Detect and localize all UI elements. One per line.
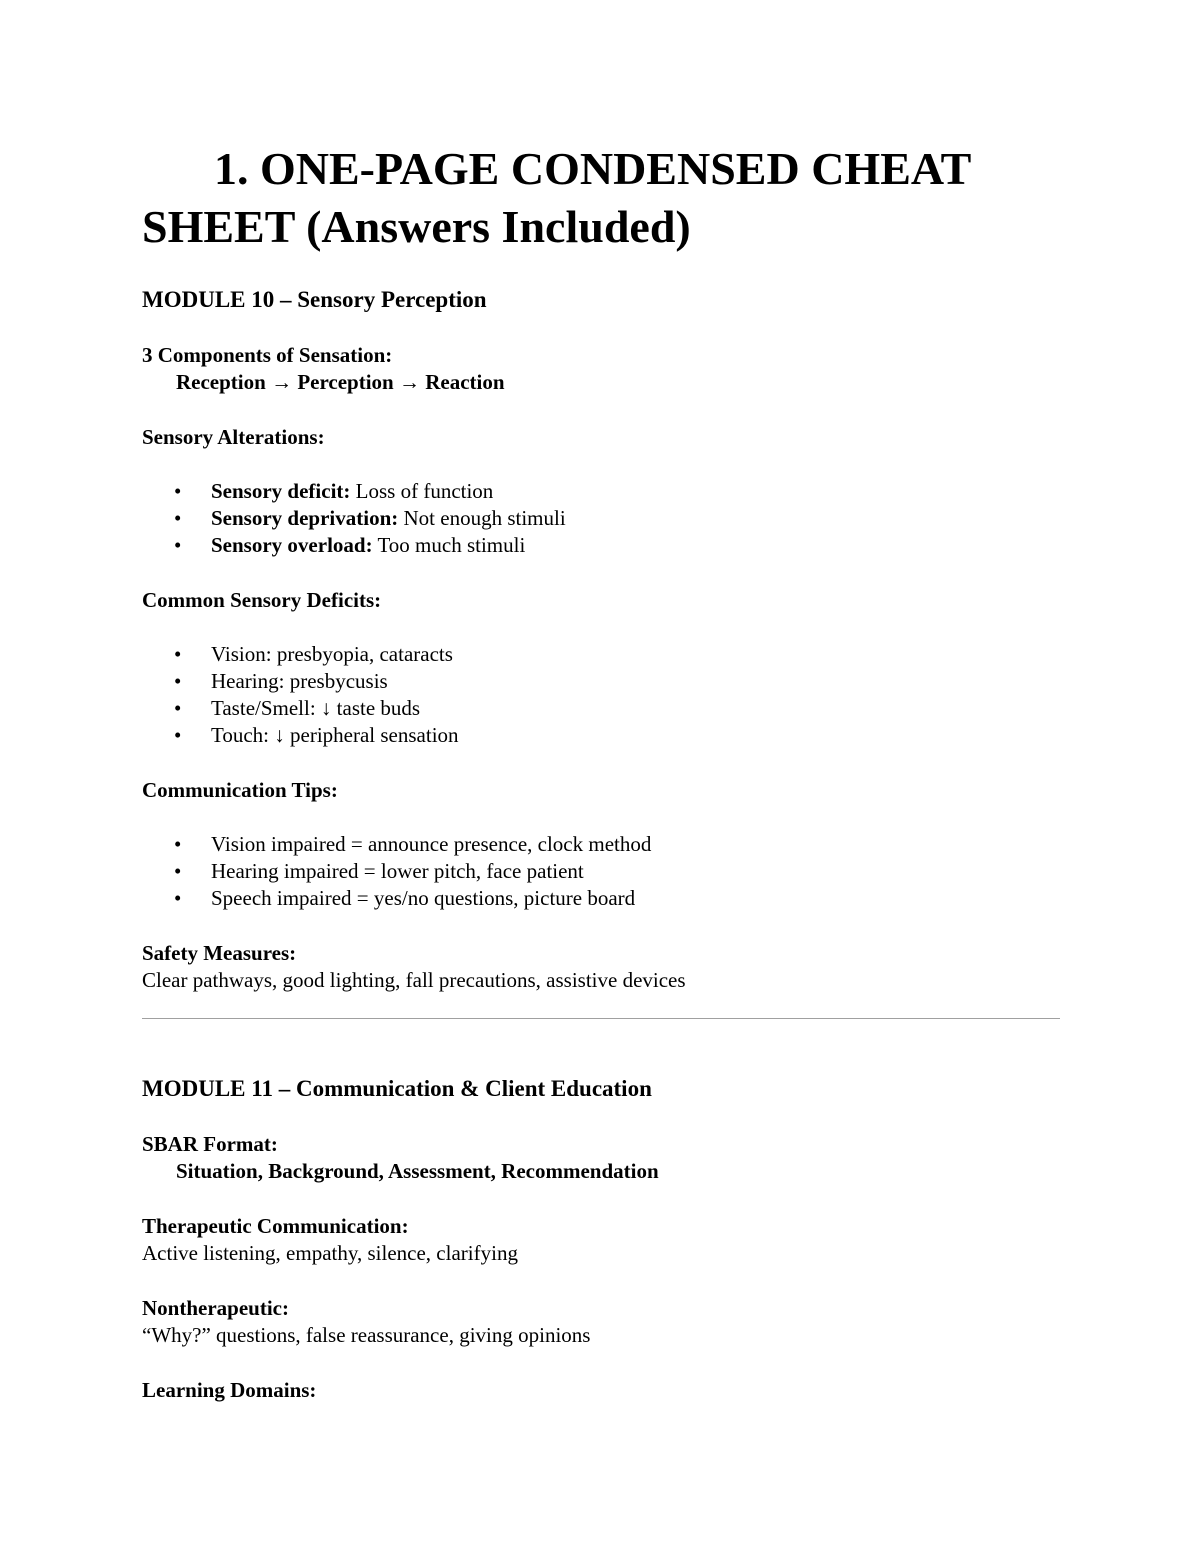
module-11-section bbox=[142, 1075, 1060, 1404]
module-10-heading: MODULE 10 – Sensory Perception bbox=[142, 287, 487, 312]
sbar-label: SBAR Format: bbox=[142, 1132, 278, 1156]
list-item: • Taste/Smell: ↓ taste buds bbox=[142, 695, 1060, 722]
components-value: Reception → Perception → Reaction bbox=[176, 370, 505, 394]
alteration-term: Sensory deficit: bbox=[211, 479, 351, 503]
page-title: 1. ONE-PAGE CONDENSED CHEAT SHEET (Answers Included) bbox=[142, 143, 971, 252]
alteration-desc: Loss of function bbox=[350, 479, 494, 503]
nontherapeutic-label: Nontherapeutic: bbox=[142, 1296, 289, 1320]
tips-list bbox=[142, 831, 1060, 912]
tips-label: Communication Tips: bbox=[142, 778, 338, 802]
list-item: • Hearing: presbycusis bbox=[142, 668, 1060, 695]
alteration-desc: Not enough stimuli bbox=[398, 506, 566, 530]
deficits-list bbox=[142, 641, 1060, 749]
module-11-heading: MODULE 11 – Communication & Client Education bbox=[142, 1076, 652, 1101]
learning-domains-label: Learning Domains: bbox=[142, 1378, 317, 1402]
list-item bbox=[142, 505, 1060, 532]
alterations-list bbox=[142, 478, 1060, 559]
nontherapeutic-value: “Why?” questions, false reassurance, giving opinions bbox=[142, 1323, 591, 1347]
safety-value: Clear pathways, good lighting, fall precautions, assistive devices bbox=[142, 968, 686, 992]
list-item bbox=[142, 478, 1060, 505]
alteration-desc: Too much stimuli bbox=[372, 533, 526, 557]
list-item bbox=[142, 532, 1060, 559]
sbar-value: Situation, Background, Assessment, Recommendation bbox=[176, 1159, 659, 1183]
alteration-term: Sensory overload: bbox=[211, 533, 373, 557]
alterations-label: Sensory Alterations: bbox=[142, 425, 325, 449]
deficits-label: Common Sensory Deficits: bbox=[142, 588, 382, 612]
document-page bbox=[142, 140, 1060, 1404]
list-item: • Speech impaired = yes/no questions, picture board bbox=[142, 885, 1060, 912]
list-item: • Touch: ↓ peripheral sensation bbox=[142, 722, 1060, 749]
list-item: • Vision: presbyopia, cataracts bbox=[142, 641, 1060, 668]
module-10-section bbox=[142, 286, 1060, 994]
therapeutic-label: Therapeutic Communication: bbox=[142, 1214, 409, 1238]
list-item: • Hearing impaired = lower pitch, face patient bbox=[142, 858, 1060, 885]
safety-label: Safety Measures: bbox=[142, 941, 297, 965]
alteration-term: Sensory deprivation: bbox=[211, 506, 399, 530]
components-label: 3 Components of Sensation: bbox=[142, 343, 393, 367]
list-item: • Vision impaired = announce presence, clock method bbox=[142, 831, 1060, 858]
therapeutic-value: Active listening, empathy, silence, clarifying bbox=[142, 1241, 518, 1265]
